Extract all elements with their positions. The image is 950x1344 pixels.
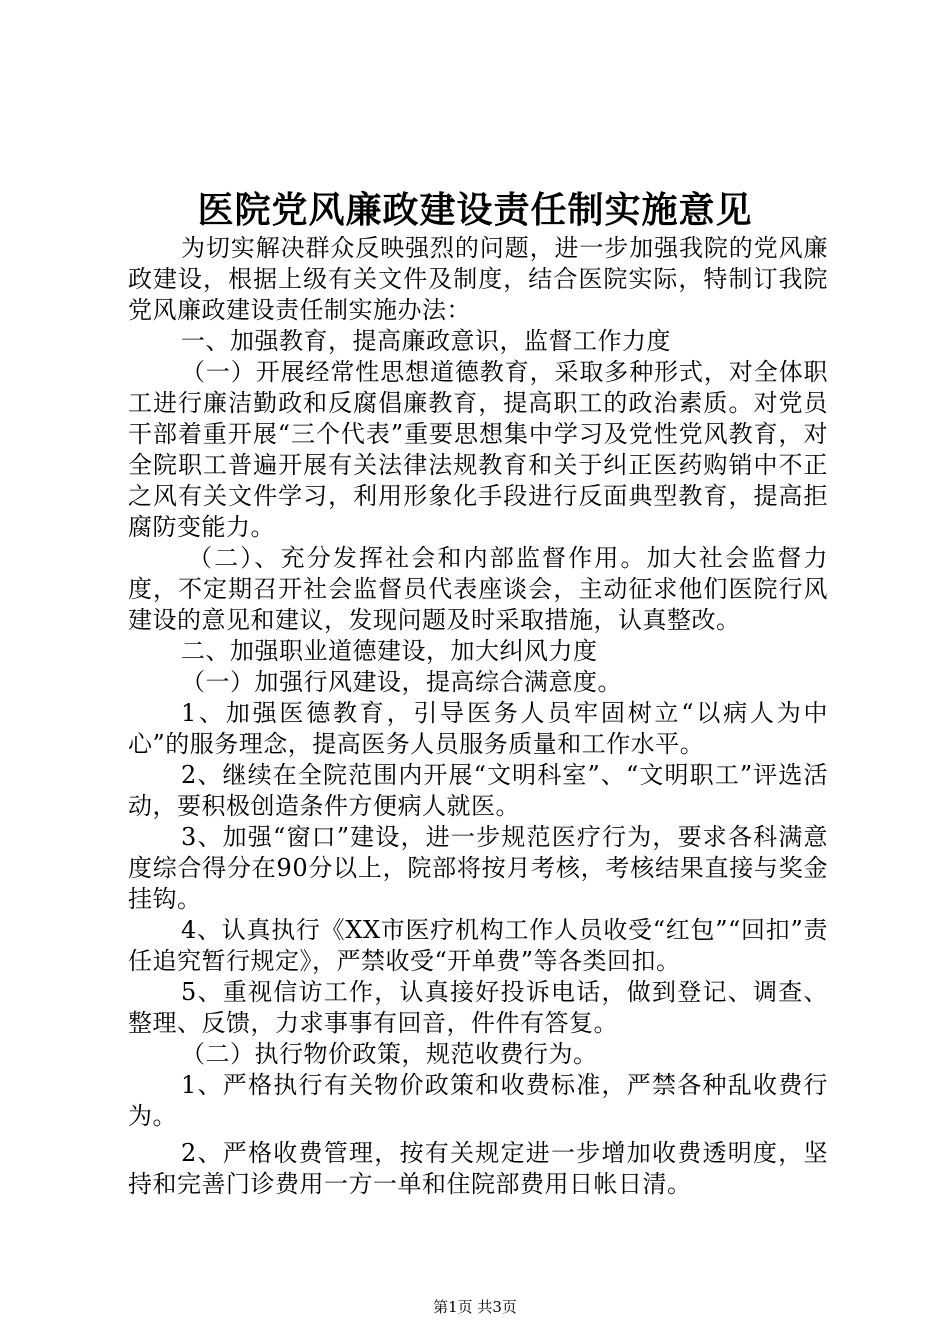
paragraph-2-1-item-2: 2、继续在全院范围内开展“文明科室”、“文明职工”评选活动，要积极创造条件方便病人就医。 (128, 761, 828, 820)
paragraph-2-2-item-2: 2、严格收费管理，按有关规定进一步增加收费透明度，坚持和完善门诊费用一方一单和住院部费用日帐日清。 (128, 1139, 828, 1198)
paragraph-2-2: （二）执行物价政策，规范收费行为。 (181, 1040, 598, 1068)
paragraph-1-1: （一）开展经常性思想道德教育，采取多种形式，对全体职工进行廉洁勤政和反腐倡廉教育，提高职工的政治素质。对党员干部着重开展“三个代表”重要思想集中学习及党性党风教育，对全院职工普遍开展有关法律法规教育和关于纠正医药购销中不正之风有关文件学习，利用形象化手段进行反面典型教育，提高拒腐防变能力。 (128, 358, 828, 541)
paragraph-2-1-item-4: 4、认真执行《XX市医疗机构工作人员收受“红包”“回扣”责任追究暂行规定》，严禁收受“开单费”等各类回扣。 (128, 916, 828, 975)
paragraph-2-1-item-1: 1、加强医德教育，引导医务人员牢固树立“以病人为中心”的服务理念，提高医务人员服务质量和工作水平。 (128, 699, 828, 758)
paragraph-heading-2: 二、加强职业道德建设，加大纠风力度 (181, 637, 598, 665)
paragraph-2-1-item-3: 3、加强“窗口”建设，进一步规范医疗行为，要求各科满意度综合得分在90分以上，院部将按月考核，考核结果直接与奖金挂钩。 (128, 823, 828, 913)
document-title: 医院党风廉政建设责任制实施意见 (197, 189, 753, 231)
paragraph-heading-1: 一、加强教育，提高廉政意识，监督工作力度 (181, 327, 671, 355)
paragraph-1-2: （二）、充分发挥社会和内部监督作用。加大社会监督力度，不定期召开社会监督员代表座谈会，主动征求他们医院行风建设的意见和建议，发现问题及时采取措施，认真整改。 (128, 544, 828, 634)
paragraph-2-2-item-1: 1、严格执行有关物价政策和收费标准，严禁各种乱收费行为。 (128, 1071, 828, 1130)
document-body (128, 233, 828, 1200)
paragraph-2-1: （一）加强行风建设，提高综合满意度。 (181, 668, 622, 696)
paragraph-intro: 为切实解决群众反映强烈的问题，进一步加强我院的党风廉政建设，根据上级有关文件及制度，结合医院实际，特制订我院党风廉政建设责任制实施办法： (128, 234, 828, 324)
page-footer: 第1页 共3页 (433, 1298, 517, 1316)
paragraph-2-1-item-5: 5、重视信访工作，认真接好投诉电话，做到登记、调查、整理、反馈，力求事事有回音，件件有答复。 (128, 978, 828, 1037)
